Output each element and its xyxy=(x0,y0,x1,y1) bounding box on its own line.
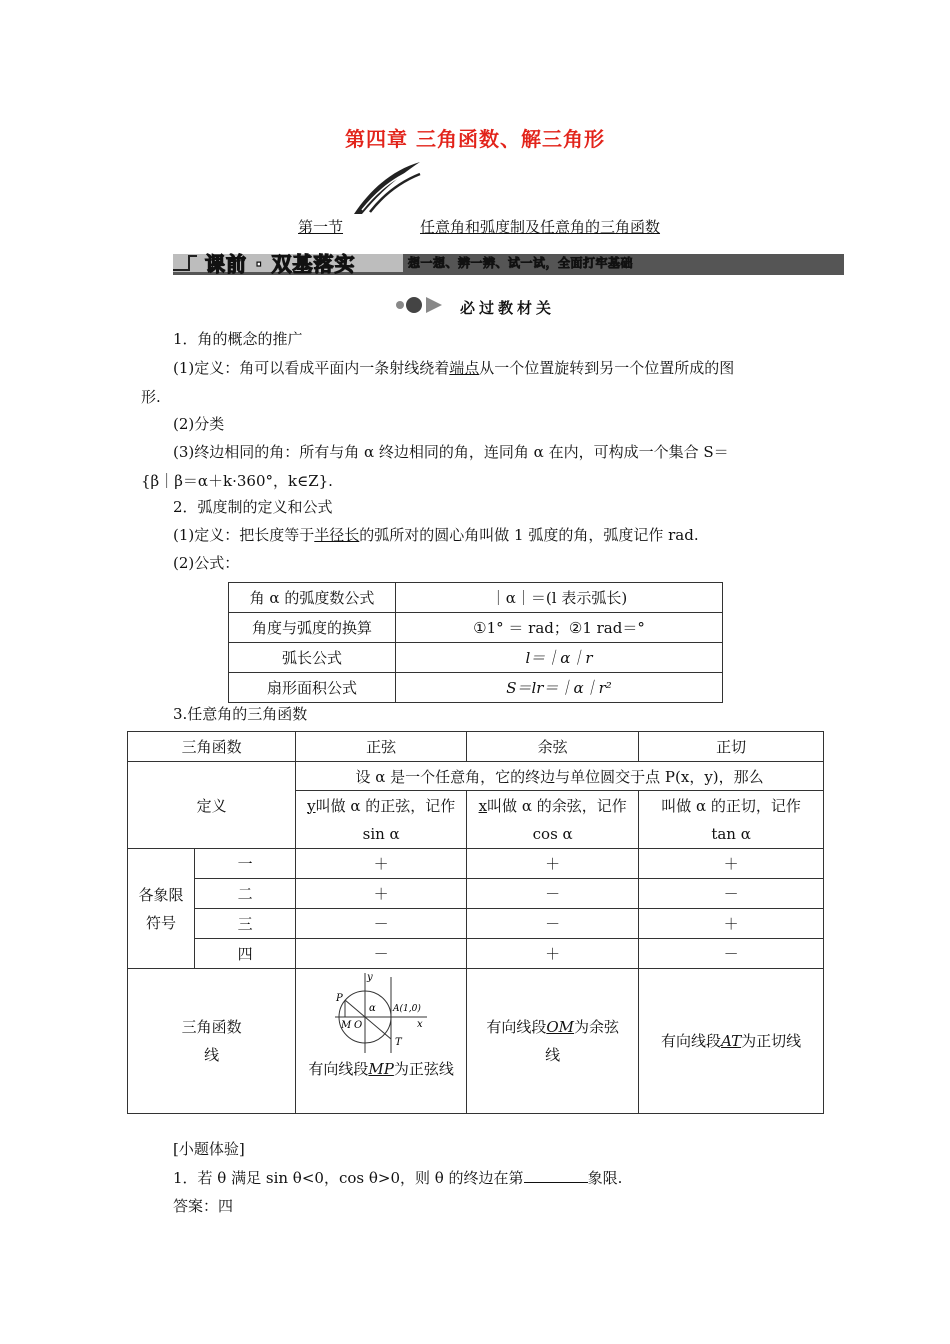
formula-value: l＝｜α｜r xyxy=(396,643,723,673)
table-row xyxy=(128,762,824,791)
table-row xyxy=(229,673,723,703)
quadrant-label: 三 xyxy=(195,909,296,939)
table-row xyxy=(128,732,824,762)
label-x: x xyxy=(417,1019,423,1030)
tan-line-cell: 有向线段AT为正切线 xyxy=(639,969,824,1114)
quadrant-label: 一 xyxy=(195,849,296,879)
label-a: A(1,0) xyxy=(393,1004,421,1014)
sign-cell: ＋ xyxy=(639,909,824,939)
formula-label: 角度与弧度的换算 xyxy=(229,613,396,643)
label-y: y xyxy=(367,972,373,983)
table-row xyxy=(229,583,723,613)
header-tan: 正切 xyxy=(639,732,824,762)
banner-sub-text: 想一想、辨一辨、试一试，全面打牢基础 xyxy=(408,256,634,270)
banner-main-text: 课前 · 双基落实 xyxy=(205,252,356,276)
sign-cell: － xyxy=(296,939,467,969)
label-p: P xyxy=(336,993,343,1004)
formula-value: ｜α｜＝(l 表示弧长) xyxy=(396,583,723,613)
badge-text: 必过教材关 xyxy=(460,299,556,317)
table-row xyxy=(128,849,824,879)
paragraph-definition: (1)定义：角可以看成平面内一条射线绕着端点从一个位置旋转到另一个位置所成的图 xyxy=(173,359,735,377)
sign-cell: － xyxy=(639,879,824,909)
definition-sin: y叫做 α 的正弦，记作 sin α xyxy=(296,791,467,849)
sign-cell: ＋ xyxy=(467,939,639,969)
badge-dots-icon xyxy=(392,294,454,316)
table-row xyxy=(128,879,824,909)
sign-cell: ＋ xyxy=(296,879,467,909)
quadrant-label: 二 xyxy=(195,879,296,909)
heading-trig: 3.任意角的三角函数 xyxy=(173,705,308,723)
table-row xyxy=(128,969,824,1114)
paragraph-radian-def: (1)定义：把长度等于半径长的弧所对的圆心角叫做 1 弧度的角，弧度记作 rad. xyxy=(173,526,699,544)
formula-label: 角 α 的弧度数公式 xyxy=(229,583,396,613)
paragraph-coterminal-set: {β｜β＝α＋k·360°，k∈Z}. xyxy=(141,472,333,490)
formula-value: S＝lr＝｜α｜r² xyxy=(396,673,723,703)
trig-table xyxy=(127,731,824,1114)
paragraph-coterminal: (3)终边相同的角：所有与角 α 终边相同的角，连同角 α 在内，可构成一个集合 S＝ xyxy=(173,443,729,461)
table-row xyxy=(128,909,824,939)
label-m: M xyxy=(341,1020,352,1031)
exercise-answer: 答案：四 xyxy=(173,1197,234,1215)
header-trig: 三角函数 xyxy=(128,732,296,762)
sign-cell: － xyxy=(467,909,639,939)
paragraph-formula: (2)公式： xyxy=(173,554,240,572)
sign-cell: ＋ xyxy=(639,849,824,879)
heading-radian: 2．弧度制的定义和公式 xyxy=(173,498,333,516)
table-row xyxy=(229,643,723,673)
definition-tan: 叫做 α 的正切，记作 tan α xyxy=(639,791,824,849)
section-title: 任意角和弧度制及任意角的三角函数 xyxy=(420,218,661,236)
chapter-title: 第四章 三角函数、解三角形 xyxy=(345,127,605,151)
sign-cell: ＋ xyxy=(296,849,467,879)
formula-label: 扇形面积公式 xyxy=(229,673,396,703)
exercise-question-1: 1．若 θ 满足 sin θ<0，cos θ>0，则 θ 的终边在第 象限. xyxy=(173,1169,623,1187)
header-cos: 余弦 xyxy=(467,732,639,762)
sign-label: 各象限符号 xyxy=(128,849,195,969)
label-t: T xyxy=(395,1037,402,1048)
sign-cell: － xyxy=(639,939,824,969)
sign-cell: － xyxy=(296,909,467,939)
trig-line-label: 三角函数线 xyxy=(128,969,296,1114)
sin-line-cell: y P α A(1,0) M O x T 有向线段MP为正弦线 xyxy=(296,969,467,1114)
sign-cell: － xyxy=(467,879,639,909)
paragraph-classification: (2)分类 xyxy=(173,415,225,433)
sign-cell: ＋ xyxy=(467,849,639,879)
header-sin: 正弦 xyxy=(296,732,467,762)
paragraph-definition-cont: 形. xyxy=(141,388,161,406)
table-row xyxy=(128,939,824,969)
label-o: O xyxy=(354,1020,363,1031)
definition-common: 设 α 是一个任意角，它的终边与单位圆交于点 P(x，y)，那么 xyxy=(296,762,824,791)
swoosh-decoration-icon xyxy=(352,160,422,216)
unit-circle-diagram xyxy=(331,971,431,1055)
formula-table xyxy=(228,582,723,703)
section-number: 第一节 xyxy=(298,218,344,236)
definition-label: 定义 xyxy=(128,762,296,849)
definition-cos: x叫做 α 的余弦，记作 cos α xyxy=(467,791,639,849)
label-alpha: α xyxy=(369,1003,376,1014)
formula-value: ①1° ＝ rad；②1 rad＝° xyxy=(396,613,723,643)
table-row xyxy=(229,613,723,643)
exercise-heading: [小题体验] xyxy=(173,1140,245,1158)
quadrant-label: 四 xyxy=(195,939,296,969)
cos-line-cell: 有向线段OM为余弦线 xyxy=(467,969,639,1114)
heading-angle-concept: 1．角的概念的推广 xyxy=(173,330,303,348)
formula-label: 弧长公式 xyxy=(229,643,396,673)
answer-blank[interactable] xyxy=(524,1168,588,1183)
